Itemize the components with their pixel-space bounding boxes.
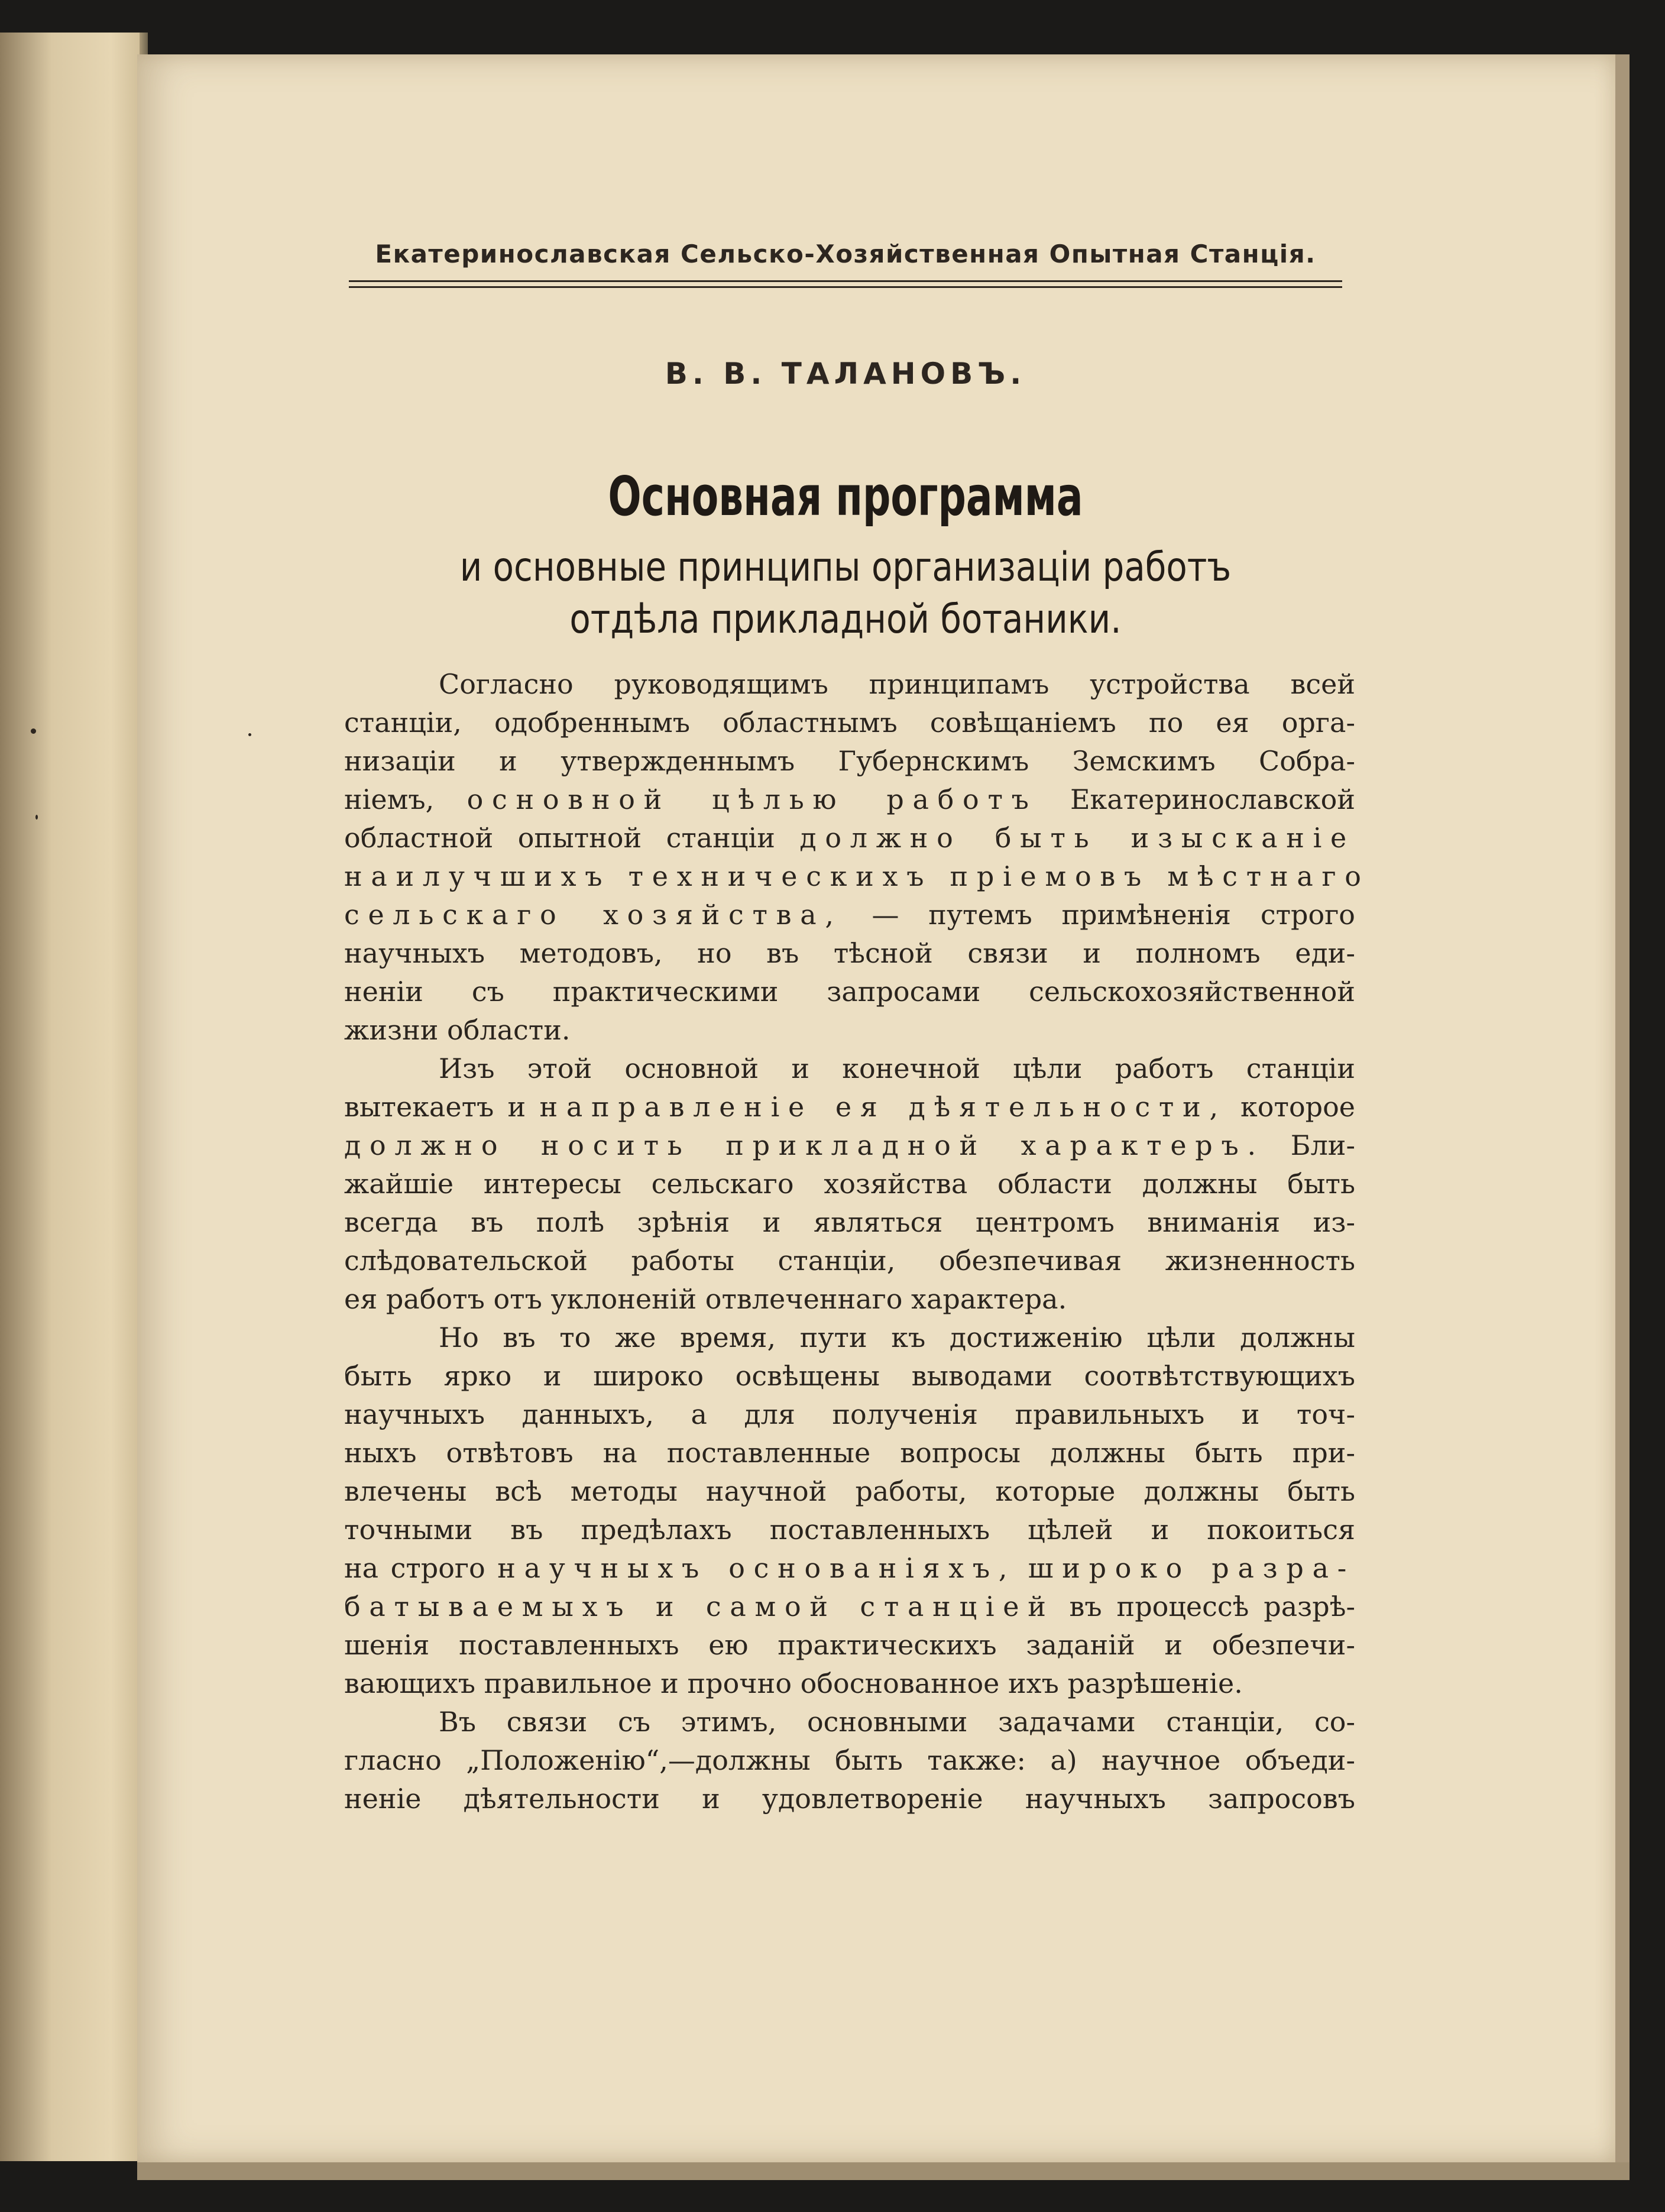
paragraph [344,1703,1355,1818]
right-page-edge [1615,54,1630,2162]
text-segment: на строго [344,1552,498,1584]
text-line [344,896,1355,934]
text-line [344,1549,1355,1588]
spaced-emphasis: широко разра- [1028,1552,1355,1584]
text-line [344,1165,1355,1203]
text-segment: научныхъ методовъ, но въ тѣсной связи и полномъ еди- [344,937,1355,969]
text-segment: Но въ то же время, пути къ достиженію цѣли должны [439,1322,1355,1353]
text-segment: которое [1226,1091,1356,1123]
text-segment: неніи съ практическими запросами сельскохозяйственной [344,976,1355,1008]
paragraph [344,665,1370,1050]
text-line [344,1203,1355,1242]
text-line [344,1395,1355,1434]
paragraph [344,1319,1355,1703]
text-line [344,704,1355,742]
left-page-edge [0,33,148,2161]
text-segment: быть ярко и широко освѣщены выводами соотвѣтствующихъ [344,1360,1355,1392]
article-subtitle-line-1: и основные принципы организаціи работъ [459,544,1232,591]
header-rule-bottom [349,286,1342,288]
text-segment [1016,1552,1028,1584]
text-line [344,1741,1355,1780]
spaced-emphasis: батываемыхъ и самой станціей [344,1591,1055,1622]
text-segment: всегда въ полѣ зрѣнія и являться центромъ вниманія из- [344,1206,1355,1238]
text-line [344,857,1370,896]
text-segment: слѣдовательской работы станціи, обезпечивая жизненность [344,1245,1355,1277]
text-segment: въ процессѣ разрѣ- [1054,1591,1355,1622]
text-segment: точными въ предѣлахъ поставленныхъ цѣлей и покоиться [344,1514,1355,1546]
spaced-emphasis: научныхъ основаніяхъ, [497,1552,1016,1584]
text-line [344,1126,1355,1165]
article-body [344,665,1370,1818]
text-segment: Согласно руководящимъ принципамъ устройства всей [439,668,1355,700]
text-segment: Бли- [1264,1129,1355,1161]
text-line [344,1703,1355,1741]
text-line [344,742,1355,780]
text-line [344,1011,1355,1050]
text-segment: ныхъ отвѣтовъ на поставленные вопросы должны быть при- [344,1437,1355,1469]
spaced-emphasis: основной цѣлью работъ [467,783,1038,815]
text-segment: станціи, одобреннымъ областнымъ совѣщаніемъ по ея орга- [344,707,1355,739]
text-segment: Изъ этой основной и конечной цѣли работъ станціи [439,1052,1355,1084]
text-segment: неніе дѣятельности и удовлетвореніе научныхъ запросовъ [344,1783,1355,1815]
text-line [344,934,1355,973]
text-segment: жайшіе интересы сельскаго хозяйства области должны быть [344,1168,1355,1200]
spaced-emphasis: сельскаго хозяйства, [344,899,843,931]
spaced-emphasis: направленіе ея дѣятельности, [539,1091,1227,1123]
spaced-emphasis: должно носить прикладной характеръ. [344,1129,1265,1161]
spaced-emphasis: наилучшихъ техническихъ пріемовъ мѣстнаго [344,860,1370,892]
spaced-emphasis: должно быть изысканіе [799,822,1355,854]
running-head: Екатеринославская Сельско-Хозяйственная Опытная Станція. [375,239,1316,268]
text-segment: — путемъ примѣненія строго [842,899,1355,931]
text-line [344,1511,1355,1549]
text-line [344,1242,1355,1280]
bottom-page-edge [137,2162,1630,2180]
text-line [344,1357,1355,1395]
text-segment: вытекаетъ и [344,1091,540,1123]
text-line [344,1626,1355,1664]
text-segment: Екатеринославской [1037,783,1355,815]
text-line [344,973,1355,1011]
text-line [344,665,1355,704]
author-name: В. В. ТАЛАНОВЪ. [665,357,1026,391]
text-line [344,1088,1355,1126]
text-line [344,1588,1355,1626]
text-segment: областной опытной станціи [344,822,800,854]
text-line [344,1050,1355,1088]
text-segment: научныхъ данныхъ, а для полученія правильныхъ и точ- [344,1398,1355,1430]
text-segment: шенія поставленныхъ ею практическихъ заданій и обезпечи- [344,1629,1355,1661]
text-line [344,819,1355,857]
paragraph [344,1050,1355,1319]
text-line [344,780,1355,819]
text-line [344,1280,1355,1319]
text-segment: Въ связи съ этимъ, основными задачами станціи, со- [439,1706,1355,1738]
header-rule-top [349,280,1342,282]
text-segment: ніемъ, [344,783,467,815]
text-segment: ея работъ отъ уклоненій отвлеченнаго характера. [344,1283,1067,1315]
text-segment: гласно „Положенію“,—должны быть также: а) научное объеди- [344,1744,1355,1776]
text-segment: влечены всѣ методы научной работы, которые должны быть [344,1475,1355,1507]
article-title: Основная программа [608,465,1083,528]
text-segment: низаціи и утвержденнымъ Губернскимъ Земскимъ Собра- [344,745,1355,777]
article-subtitle-line-2: отдѣла прикладной ботаники. [569,596,1122,643]
text-line [344,1319,1355,1357]
text-segment: жизни области. [344,1014,571,1046]
text-line [344,1664,1355,1703]
text-line [344,1780,1355,1818]
text-line [344,1434,1355,1472]
text-segment: вающихъ правильное и прочно обоснованное ихъ разрѣшеніе. [344,1667,1243,1699]
text-line [344,1472,1355,1511]
